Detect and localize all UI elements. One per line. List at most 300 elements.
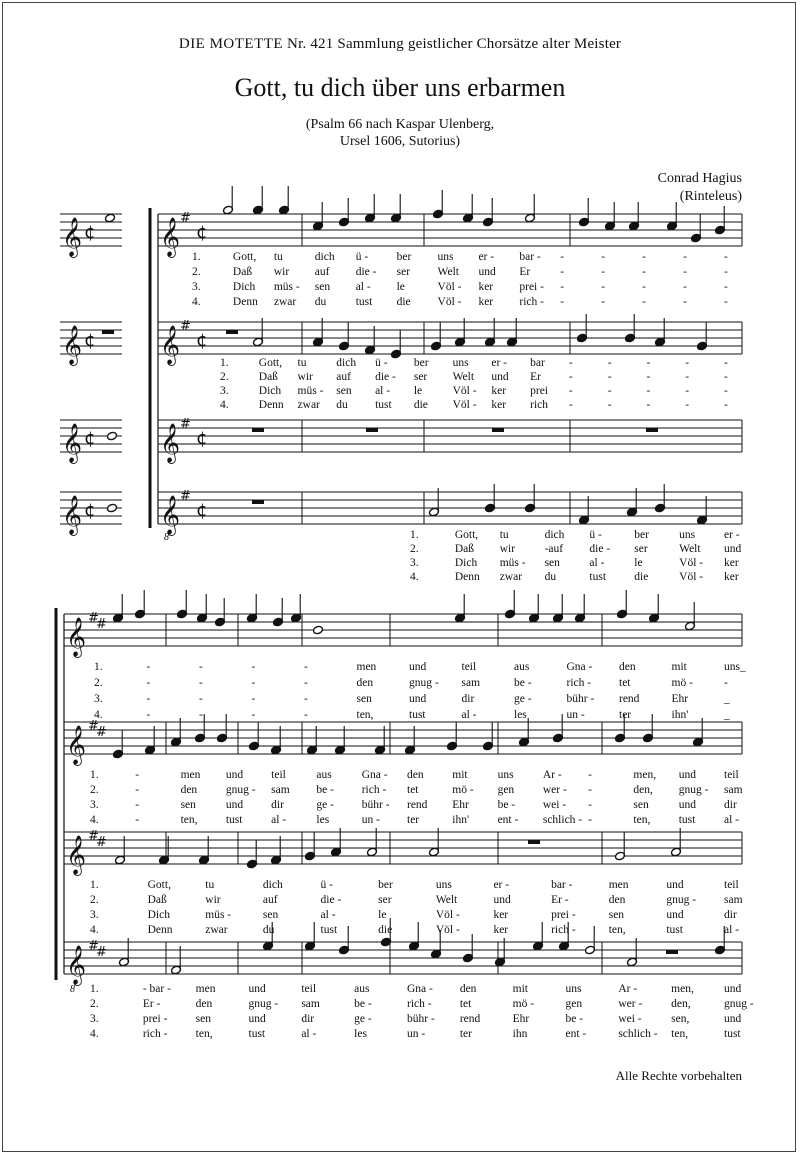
lyric-syllable: 1. [90, 769, 99, 781]
lyric-syllable: bühr - [566, 693, 595, 705]
lyric-syllable: und [248, 1013, 266, 1025]
lyric-syllable: prei - [519, 281, 544, 293]
note [455, 594, 466, 623]
lyric-syllable: - [588, 784, 592, 796]
lyric-syllable: dir [461, 693, 475, 705]
lyric-syllable: sen [262, 909, 279, 921]
composer-name: Conrad Hagius [657, 171, 742, 186]
sharp-icon: # [180, 319, 191, 334]
lyric-syllable: be - [497, 799, 516, 811]
note [505, 590, 516, 619]
lyric-syllable: die - [355, 266, 377, 278]
lyric-syllable: Daß [258, 371, 278, 383]
lyric-syllable: al - [320, 909, 336, 921]
lyric-syllable: - [642, 296, 646, 308]
lyric-syllable: Ehr [452, 799, 469, 811]
lyric-syllable: Ar - [542, 769, 562, 781]
lyric-syllable: Daß [147, 894, 167, 906]
note [113, 594, 124, 623]
notehead [107, 431, 118, 441]
lyric-syllable: 4. [220, 399, 229, 411]
lyric-syllable: bar [530, 357, 545, 369]
lyric-syllable: 4. [94, 709, 103, 721]
lyric-syllable: bar - [519, 251, 541, 263]
note [197, 594, 208, 623]
octave-mark: 8 [70, 984, 75, 995]
lyric-syllable: le [413, 385, 423, 397]
lyric-syllable: Völ - [679, 571, 704, 583]
note [577, 314, 588, 343]
cut-time-icon: ¢ [84, 222, 96, 243]
cut-time-icon: ¢ [84, 428, 96, 449]
sharp-icon: # [88, 719, 99, 734]
lyric-syllable: ter [407, 814, 420, 826]
rest [666, 950, 678, 954]
lyric-syllable: 2. [90, 894, 99, 906]
lyric-syllable: - [683, 266, 687, 278]
lyric-syllable: rich - [361, 784, 387, 796]
treble-clef-icon: 𝄞 [66, 835, 87, 875]
lyric-syllable: 4. [90, 924, 99, 936]
lyric-syllable: be - [354, 998, 372, 1010]
lyric-syllable: - [607, 371, 612, 383]
note [339, 198, 350, 227]
lyric-syllable: rend [459, 1013, 481, 1025]
lyric-syllable: - [724, 281, 728, 293]
lyric-syllable: ser [396, 266, 411, 278]
lyric-syllable: wei - [618, 1013, 642, 1025]
lyric-syllable: bühr - [361, 799, 390, 811]
note [579, 198, 590, 227]
lyric-syllable: 1. [192, 251, 201, 263]
lyric-syllable: zwar [205, 924, 228, 936]
lyric-syllable: gnug - [678, 784, 709, 796]
lyric-syllable: und [493, 894, 511, 906]
lyric-syllable: die [634, 571, 649, 583]
lyric-syllable: tust [409, 709, 426, 721]
lyric-syllable: und [678, 799, 696, 811]
lyric-syllable: tust [320, 924, 338, 936]
lyric-syllable: sam [271, 784, 290, 796]
lyric-syllable: und [409, 661, 427, 673]
notehead [313, 625, 324, 635]
lyric-syllable: ker [478, 281, 494, 293]
note [249, 722, 260, 751]
lyric-syllable: Völ - [452, 385, 477, 397]
lyric-syllable: mö - [452, 784, 474, 796]
lyric-syllable: le [378, 909, 387, 921]
note [525, 194, 536, 223]
lyric-syllable: men, [671, 983, 694, 995]
lyric-syllable: - [601, 281, 606, 293]
lyric-syllable: - [146, 709, 151, 721]
lyric-syllable: ihn' [452, 814, 470, 826]
sharp-icon: # [180, 489, 191, 504]
lyric-syllable: 1. [90, 879, 99, 891]
lyric-syllable: - [146, 693, 151, 705]
lyric-syllable: gnug - [724, 998, 754, 1010]
note [339, 322, 350, 351]
lyric-syllable: müs - [499, 557, 526, 569]
lyric-syllable: al - [724, 814, 740, 826]
lyric-syllable: 2. [90, 784, 99, 796]
lyric-syllable: rich - [519, 296, 544, 308]
lyric-syllable: Völ - [435, 924, 460, 936]
note [483, 722, 494, 751]
lyric-syllable: - [646, 371, 651, 383]
lyric-syllable: tust [225, 814, 243, 826]
lyric-syllable: 2. [192, 266, 201, 278]
note [313, 202, 324, 231]
lyric-syllable: und [248, 983, 266, 995]
note [463, 194, 474, 223]
lyric-syllable: Welt [435, 894, 458, 906]
lyric-syllable: Völ - [437, 281, 462, 293]
sharp-icon: # [96, 725, 107, 740]
rest [226, 330, 238, 334]
lyric-syllable: les [354, 1028, 367, 1040]
lyrics-system2-staff4 [90, 983, 754, 1040]
lyric-syllable: ter [459, 1028, 472, 1040]
lyric-syllable: Welt [679, 543, 701, 555]
staff-system1-2 [158, 322, 742, 354]
notehead [107, 503, 118, 513]
lyric-syllable: mit [512, 983, 529, 995]
treble-clef-icon: 𝄞 [62, 495, 83, 535]
lyric-syllable: ker [491, 385, 507, 397]
series-prefix: DIE MOTETTE [178, 36, 284, 52]
lyric-syllable: ten, [195, 1028, 213, 1040]
note [105, 213, 116, 223]
lyric-syllable: Denn [232, 296, 258, 308]
note [135, 590, 146, 619]
lyric-syllable: - [588, 814, 592, 826]
lyric-syllable: - [251, 661, 256, 673]
lyric-syllable: tu [205, 879, 215, 891]
lyric-syllable: 4. [90, 1028, 99, 1040]
lyric-syllable: - [646, 357, 651, 369]
lyric-syllable: dir [271, 799, 284, 811]
lyric-syllable: wer - [618, 998, 643, 1010]
lyric-syllable: ten, [671, 1028, 689, 1040]
lyric-syllable: - [683, 296, 687, 308]
lyric-syllable: wer - [542, 784, 567, 796]
lyric-syllable: ü - [375, 357, 388, 369]
sharp-icon: # [96, 835, 107, 850]
lyric-syllable: teil [724, 769, 739, 781]
lyric-syllable: - [646, 399, 651, 411]
lyric-syllable: mö - [671, 677, 693, 689]
lyric-syllable: sen [314, 281, 331, 293]
note [655, 484, 666, 513]
lyric-syllable: uns_ [724, 661, 746, 673]
lyric-syllable: wir [499, 543, 516, 555]
note [485, 484, 496, 513]
note [533, 922, 544, 951]
lyric-syllable: ü - [355, 251, 369, 263]
lyric-syllable: tu [297, 357, 307, 369]
lyric-syllable: - [304, 677, 308, 689]
lyric-syllable: auf [336, 371, 351, 383]
lyric-syllable: sen, [671, 1013, 690, 1025]
staff-system1-4 [158, 492, 742, 524]
lyric-syllable: les [514, 709, 527, 721]
cut-time-icon: ¢ [196, 428, 208, 449]
lyric-syllable: - [568, 357, 573, 369]
lyric-syllable: sam [724, 894, 743, 906]
lyric-syllable: den [608, 894, 626, 906]
note [667, 202, 678, 231]
lyric-syllable: teil [724, 879, 739, 891]
lyrics-system1-staff1 [192, 251, 728, 308]
lyric-syllable: - [724, 399, 728, 411]
lyric-syllable: und [666, 879, 684, 891]
lyric-syllable: - [304, 709, 308, 721]
lyric-syllable: sen [608, 909, 625, 921]
rest [492, 428, 504, 432]
note [313, 625, 324, 635]
note [463, 934, 474, 963]
lyric-syllable: tust [678, 814, 696, 826]
lyric-syllable: ent - [565, 1028, 587, 1040]
lyric-syllable: dir [301, 1013, 315, 1025]
lyric-syllable: - [146, 677, 151, 689]
lyric-syllable: wir [273, 266, 290, 278]
lyric-syllable: bühr - [407, 1013, 435, 1025]
lyric-syllable: - [724, 266, 728, 278]
lyric-syllable: le [634, 557, 643, 569]
lyric-syllable: tu [273, 251, 283, 263]
lyric-syllable: - [304, 661, 308, 673]
note [391, 330, 402, 359]
composer-alias: (Rinteleus) [679, 189, 742, 204]
lyric-syllable: 3. [90, 1013, 99, 1025]
lyric-syllable: die - [589, 543, 611, 555]
lyric-syllable: den [180, 784, 198, 796]
lyric-syllable: 3. [220, 385, 229, 397]
lyric-syllable: ge - [354, 1013, 372, 1025]
lyric-syllable: - [199, 709, 203, 721]
treble-clef-icon: 𝄞 [62, 217, 83, 257]
lyric-syllable: - [642, 251, 646, 263]
sharp-icon: # [180, 211, 191, 226]
treble-clef-icon: 𝄞 [160, 495, 181, 535]
source-line-1: (Psalm 66 nach Kaspar Ulenberg, [305, 117, 495, 132]
lyric-syllable: 2. [94, 677, 103, 689]
lyric-syllable: - [135, 784, 140, 796]
lyric-syllable: ge - [514, 693, 532, 705]
lyric-syllable: - [724, 357, 728, 369]
lyric-syllable: Gna - [361, 769, 388, 781]
lyric-syllable: rich - [566, 677, 592, 689]
lyric-syllable: den [619, 661, 636, 673]
lyric-syllable: ten, [356, 709, 374, 721]
lyric-syllable: 1. [94, 661, 103, 673]
lyric-syllable: ten, [180, 814, 198, 826]
lyric-syllable: zwar [499, 571, 523, 583]
lyric-syllable: und [724, 1013, 742, 1025]
lyric-syllable: uns [679, 529, 696, 541]
lyric-syllable: - [560, 281, 565, 293]
lyric-syllable: - bar - [142, 983, 171, 995]
lyric-syllable: al - [301, 1028, 317, 1040]
lyric-syllable: Gott, [454, 529, 479, 541]
lyric-syllable: gen [497, 784, 515, 796]
lyric-syllable: uns [497, 769, 514, 781]
lyric-syllable: aus [354, 983, 370, 995]
lyric-syllable: den [407, 769, 424, 781]
lyric-syllable: _ [724, 693, 730, 705]
lyric-syllable: gnug - [248, 998, 279, 1010]
lyric-syllable: ü - [320, 879, 334, 891]
lyric-syllable: Er [530, 371, 542, 383]
lyric-syllable: - [607, 385, 612, 397]
lyric-syllable: und [666, 909, 684, 921]
lyric-syllable: die [378, 924, 393, 936]
lyric-syllable: aus [316, 769, 332, 781]
lyric-syllable: les [316, 814, 330, 826]
sharp-icon: # [88, 939, 99, 954]
lyric-syllable: sam [301, 998, 320, 1010]
lyric-syllable: - [683, 281, 687, 293]
lyric-syllable: tust [724, 1028, 741, 1040]
lyric-syllable: Welt [437, 266, 459, 278]
lyric-syllable: Dich [147, 909, 170, 921]
lyric-syllable: den [356, 677, 374, 689]
lyric-syllable: mit [671, 661, 687, 673]
cut-time-icon: ¢ [196, 330, 208, 351]
note [107, 503, 118, 513]
note [483, 198, 494, 227]
lyric-syllable: auf [262, 894, 278, 906]
sharp-icon: # [96, 945, 107, 960]
lyric-syllable: 3. [90, 799, 99, 811]
lyric-syllable: Ar - [618, 983, 638, 995]
lyric-syllable: al - [375, 385, 391, 397]
treble-clef-icon: 𝄞 [160, 423, 181, 463]
lyric-syllable: 2. [220, 371, 229, 383]
lyric-syllable: wei - [542, 799, 567, 811]
sharp-icon: # [88, 829, 99, 844]
lyric-syllable: be - [565, 1013, 584, 1025]
note [625, 314, 636, 343]
lyric-syllable: dich [262, 879, 283, 891]
lyric-syllable: ker [493, 909, 509, 921]
lyric-syllable: du [314, 296, 327, 308]
lyric-syllable: zwar [297, 399, 320, 411]
note [223, 186, 234, 215]
lyric-syllable: al - [271, 814, 287, 826]
lyric-syllable: 3. [90, 909, 99, 921]
lyric-syllable: - [642, 281, 646, 293]
lyric-syllable: 4. [90, 814, 99, 826]
lyric-syllable: 1. [220, 357, 229, 369]
lyric-syllable: Gott, [147, 879, 171, 891]
lyric-syllable: rich - [551, 924, 576, 936]
lyric-syllable: tust [248, 1028, 266, 1040]
lyric-syllable: rich [530, 399, 549, 411]
lyric-syllable: al - [461, 709, 477, 721]
lyrics-system1-staff4 [410, 529, 742, 583]
treble-clef-icon: 𝄞 [62, 325, 83, 365]
note [177, 590, 188, 619]
lyric-syllable: und [491, 371, 509, 383]
lyric-syllable: bar - [551, 879, 573, 891]
rest [252, 428, 264, 432]
lyric-syllable: - [646, 385, 651, 397]
lyric-syllable: 3. [410, 557, 419, 569]
note [305, 922, 316, 951]
lyric-syllable: - [135, 799, 140, 811]
lyric-syllable: die [396, 296, 411, 308]
lyric-syllable: - [251, 693, 256, 705]
lyric-syllable: ber [634, 529, 649, 541]
lyrics-system2-staff2 [90, 769, 743, 826]
lyric-syllable: _ [724, 709, 730, 721]
note [525, 484, 536, 513]
lyric-syllable: - [199, 677, 203, 689]
lyric-syllable: teil [271, 769, 286, 781]
lyric-syllable: le [396, 281, 405, 293]
lyric-syllable: wir [297, 371, 313, 383]
lyric-syllable: ser [634, 543, 648, 555]
lyric-syllable: ber [396, 251, 412, 263]
lyric-syllable: - [135, 814, 140, 826]
lyric-syllable: 1. [410, 529, 419, 541]
lyric-syllable: Völ - [435, 909, 460, 921]
lyric-syllable: al - [724, 924, 740, 936]
note [339, 926, 350, 955]
lyric-syllable: Daß [232, 266, 253, 278]
lyric-syllable: 2. [90, 998, 99, 1010]
note [629, 202, 640, 231]
lyric-syllable: ten, [608, 924, 626, 936]
treble-clef-icon: 𝄞 [66, 725, 87, 765]
note [305, 832, 316, 861]
lyric-syllable: tust [375, 399, 392, 411]
note [649, 594, 660, 623]
lyric-syllable: den, [633, 784, 653, 796]
lyric-syllable: und [678, 769, 696, 781]
lyric-syllable: - [724, 296, 728, 308]
lyric-syllable: 3. [192, 281, 201, 293]
lyric-syllable: er - [491, 357, 508, 369]
lyric-syllable: den, [671, 998, 691, 1010]
lyric-syllable: al - [355, 281, 371, 293]
lyric-syllable: rich - [142, 1028, 168, 1040]
lyric-syllable: gnug - [409, 677, 439, 689]
note [433, 190, 444, 219]
lyrics-system2-staff3 [90, 879, 743, 936]
lyric-syllable: Denn [454, 571, 480, 583]
octave-mark: 8 [164, 532, 169, 543]
lyric-syllable: müs - [297, 385, 324, 397]
note [447, 722, 458, 751]
lyric-syllable: men [180, 769, 201, 781]
lyric-syllable: -auf [544, 543, 564, 555]
lyric-syllable: - [601, 251, 606, 263]
lyric-syllable: men, [633, 769, 657, 781]
note [553, 714, 564, 743]
lyric-syllable: ser [413, 371, 428, 383]
lyric-syllable: - [683, 251, 687, 263]
lyric-syllable: uns [452, 357, 469, 369]
lyric-syllable: zwar [273, 296, 297, 308]
note [529, 594, 540, 623]
lyric-syllable: du [262, 924, 275, 936]
lyric-syllable: - [588, 769, 592, 781]
rest [102, 330, 114, 334]
